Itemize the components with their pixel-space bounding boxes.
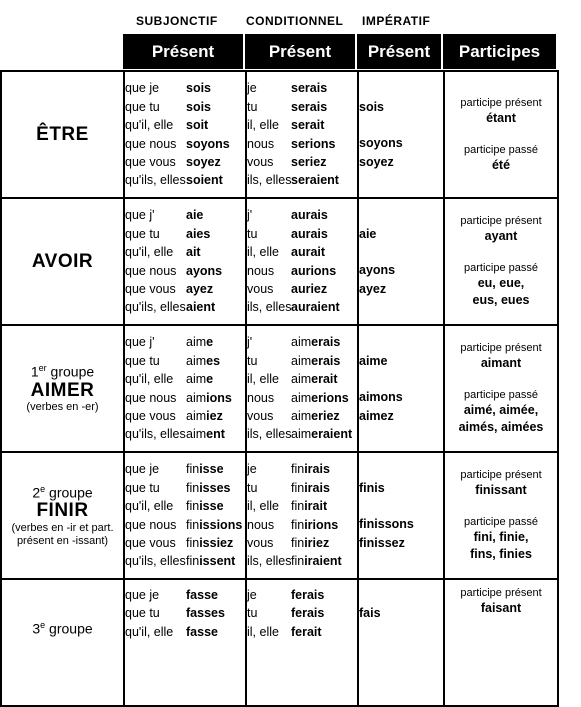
ending: serais <box>291 81 328 96</box>
group-word: groupe <box>45 620 93 637</box>
ending: ent <box>206 427 225 442</box>
subjonctif-cell <box>124 198 246 325</box>
imperatif-form: sois <box>359 99 385 114</box>
pronoun: qu'il, elle <box>125 372 174 387</box>
conjugation-line <box>125 425 245 443</box>
conjugation-line <box>247 153 357 171</box>
pronoun: tu <box>247 353 258 368</box>
verb-name: ÊTRE <box>36 123 89 145</box>
ending: fasse <box>186 624 218 639</box>
pronoun: nous <box>247 263 275 278</box>
pronoun: que je <box>125 81 160 96</box>
stem: aim <box>291 427 312 442</box>
conjugation-line <box>125 389 245 407</box>
conjugation-line <box>247 370 357 388</box>
conjugation-line <box>247 116 357 134</box>
pronoun: nous <box>247 517 275 532</box>
ending: eraient <box>311 427 353 442</box>
imperatif-form: aimez <box>359 408 394 423</box>
imperatif-form: ayez <box>359 281 387 296</box>
ending: fasse <box>186 588 218 602</box>
subjonctif-cell <box>124 325 246 452</box>
conjugation-line <box>247 623 357 641</box>
conjugation-line <box>125 534 245 552</box>
participe-present-label: participe présent <box>460 215 542 227</box>
ending: erait <box>311 372 338 387</box>
imperatif-form: finissons <box>359 517 414 532</box>
spacer <box>445 245 557 261</box>
header-participes: Participes <box>443 34 556 69</box>
spacer <box>359 497 443 515</box>
stem: fin <box>186 499 200 514</box>
group-word: groupe <box>45 484 93 501</box>
conjugation-line <box>247 407 357 425</box>
participe-passe-value: fini, finie, <box>473 530 529 544</box>
group-suffix: e <box>40 483 46 494</box>
header-conditionnel-present: Présent <box>245 34 355 69</box>
ending: issiez <box>199 535 234 550</box>
header-imperatif-present: Présent <box>357 34 441 69</box>
ending: aurais <box>291 226 328 241</box>
conjugation-line <box>247 298 357 316</box>
pronoun: nous <box>247 390 275 405</box>
verb-row <box>1 198 558 325</box>
conjugation-line <box>125 497 245 515</box>
ending: issions <box>199 517 243 532</box>
pronoun: qu'ils, elles <box>125 173 186 188</box>
conjugation-line <box>125 370 245 388</box>
ending: ferait <box>291 624 322 639</box>
conjugation-line <box>125 171 245 189</box>
conjugation-line <box>247 79 357 97</box>
participe-present-value: aimant <box>480 356 522 370</box>
participe-present-value: finissant <box>475 483 527 497</box>
participes-cell <box>444 198 558 325</box>
stem: fin <box>186 554 200 569</box>
group-number: 2 <box>32 484 41 501</box>
stem: fin <box>291 517 305 532</box>
pronoun: ils, elles <box>247 554 292 569</box>
ending: iez <box>206 408 223 423</box>
ending: sois <box>186 99 212 114</box>
conjugation-line <box>247 516 357 534</box>
imperatif-form: soyez <box>359 154 394 169</box>
pronoun: je <box>247 81 257 96</box>
verb-row <box>1 325 558 452</box>
imperatif-form: fais <box>359 606 381 620</box>
ending: iriez <box>304 535 330 550</box>
ending: ions <box>206 390 232 405</box>
conjugation-line <box>247 586 357 604</box>
verb-group <box>2 620 123 637</box>
conjugation-line <box>125 153 245 171</box>
ending: irais <box>304 462 330 477</box>
pronoun: qu'ils, elles <box>125 554 186 569</box>
conjugation-line <box>125 135 245 153</box>
pronoun: que nous <box>125 390 177 405</box>
conjugation-line <box>247 479 357 497</box>
conjugation-line <box>125 225 245 243</box>
conjugation-line <box>125 262 245 280</box>
ending: aient <box>186 300 216 315</box>
imperatif-cell <box>358 325 444 452</box>
ending: seraient <box>291 173 339 188</box>
pronoun: il, elle <box>247 499 279 514</box>
group-suffix: er <box>38 362 47 373</box>
stem: aim <box>291 353 312 368</box>
ending: auraient <box>291 300 340 315</box>
subjonctif-cell <box>124 452 246 579</box>
pronoun: que j' <box>125 208 155 223</box>
pronoun: il, elle <box>247 118 279 133</box>
conjugation-line <box>247 243 357 261</box>
verb-group <box>2 363 123 380</box>
conjugation-line <box>125 333 245 351</box>
conjugation-table <box>0 70 559 707</box>
group-number: 3 <box>32 620 41 637</box>
conjugation-line <box>247 497 357 515</box>
ending: e <box>206 372 214 387</box>
ending: e <box>206 335 214 350</box>
stem: aim <box>291 335 312 350</box>
conjugation-line <box>125 460 245 478</box>
participe-passe-label: participe passé <box>464 143 538 156</box>
pronoun: vous <box>247 535 274 550</box>
conditionnel-cell <box>246 325 358 452</box>
participes-cell <box>444 71 558 198</box>
stem: aim <box>291 390 312 405</box>
verb-note: (verbes en -er) <box>26 401 99 414</box>
participe-passe-label: participe passé <box>464 516 538 528</box>
pronoun: j' <box>247 335 253 350</box>
ending: irait <box>304 499 328 514</box>
participe-passe-value: été <box>491 157 511 172</box>
conjugation-line <box>247 389 357 407</box>
conjugation-line <box>125 206 245 224</box>
ending: erions <box>311 390 349 405</box>
pronoun: que je <box>125 588 160 602</box>
ending: fasses <box>186 606 225 621</box>
subjonctif-cell <box>124 579 246 706</box>
conjugation-line <box>125 623 245 641</box>
conjugation-line <box>125 116 245 134</box>
stem: aim <box>186 390 207 405</box>
pronoun: tu <box>247 99 258 114</box>
conjugation-line <box>247 425 357 443</box>
pronoun: que je <box>125 462 160 477</box>
pronoun: qu'il, elle <box>125 245 174 260</box>
pronoun: vous <box>247 408 274 423</box>
spacer <box>359 116 443 134</box>
ending: irions <box>304 517 339 532</box>
ending: es <box>206 353 221 368</box>
pronoun: que nous <box>125 263 177 278</box>
mood-subjonctif: SUBJONCTIF <box>136 14 218 28</box>
stem: aim <box>186 372 207 387</box>
group-suffix: e <box>40 620 46 630</box>
stem: fin <box>186 462 200 477</box>
imperatif-cell <box>358 452 444 579</box>
verb-name: AVOIR <box>31 250 94 272</box>
pronoun: que vous <box>125 281 176 296</box>
mood-conditionnel: CONDITIONNEL <box>246 14 344 28</box>
pronoun: que tu <box>125 353 160 368</box>
ending: aurait <box>291 245 326 260</box>
ending: issent <box>199 554 236 569</box>
conjugation-line <box>125 586 245 604</box>
imperatif-cell <box>358 198 444 325</box>
ending: irais <box>304 480 330 495</box>
participe-passe-value: aimé, aimée, <box>463 403 539 417</box>
ending: aies <box>186 226 211 241</box>
pronoun: que j' <box>125 335 155 350</box>
participe-present-value: faisant <box>480 601 522 615</box>
participe-present-value: étant <box>486 110 516 125</box>
header-subjonctif-present: Présent <box>123 34 243 69</box>
conjugation-line <box>247 460 357 478</box>
participe-present-label: participe présent <box>460 342 542 354</box>
conjugation-line <box>125 516 245 534</box>
stem: fin <box>291 499 305 514</box>
ending: isses <box>199 480 231 495</box>
conjugation-line <box>247 98 357 116</box>
verb-cell <box>1 325 124 452</box>
group-number: 1 <box>30 363 39 380</box>
pronoun: tu <box>247 480 258 495</box>
pronoun: il, elle <box>247 372 279 387</box>
participe-present-label: participe présent <box>460 469 542 481</box>
conjugation-line <box>125 243 245 261</box>
pronoun: que tu <box>125 99 160 114</box>
verb-cell <box>1 579 124 706</box>
pronoun: qu'ils, elles <box>125 427 186 442</box>
verb-cell <box>1 452 124 579</box>
stem: aim <box>291 408 312 423</box>
participe-passe-value: eu, eue, <box>477 276 525 290</box>
conjugation-line <box>125 407 245 425</box>
ending: serais <box>291 99 328 114</box>
conjugation-line <box>247 262 357 280</box>
stem: fin <box>291 535 305 550</box>
participe-passe-value-plural: fins, finies <box>470 547 532 561</box>
pronoun: qu'il, elle <box>125 118 174 133</box>
subjonctif-cell <box>124 71 246 198</box>
pronoun: que vous <box>125 154 176 169</box>
conjugation-line <box>247 352 357 370</box>
ending: aurions <box>291 263 337 278</box>
stem: fin <box>291 554 305 569</box>
spacer <box>359 243 443 261</box>
pronoun: ils, elles <box>247 300 292 315</box>
imperatif-form: aimons <box>359 390 403 405</box>
pronoun: nous <box>247 136 275 151</box>
ending: isse <box>199 499 224 514</box>
pronoun: vous <box>247 281 274 296</box>
conjugation-line <box>247 225 357 243</box>
participes-cell <box>444 452 558 579</box>
pronoun: que nous <box>125 136 177 151</box>
verb-name: AIMER <box>30 379 95 401</box>
participe-passe-value-plural: aimés, aimées <box>458 420 544 434</box>
stem: fin <box>291 462 305 477</box>
pronoun: tu <box>247 226 258 241</box>
spacer <box>445 372 557 388</box>
verb-cell <box>1 71 124 198</box>
ending: iraient <box>304 554 342 569</box>
ending: aie <box>186 208 204 223</box>
stem: aim <box>186 335 207 350</box>
imperatif-cell <box>358 71 444 198</box>
ending: soyons <box>186 136 230 151</box>
ending: soyez <box>186 154 221 169</box>
spacer <box>445 499 557 515</box>
conjugation-line <box>247 333 357 351</box>
conjugation-line <box>125 280 245 298</box>
ending: serions <box>291 136 336 151</box>
imperatif-form: ayons <box>359 263 396 278</box>
ending: soient <box>186 173 223 188</box>
ending: auriez <box>291 281 328 296</box>
conditionnel-cell <box>246 452 358 579</box>
imperatif-form: aime <box>359 353 388 368</box>
conjugation-line <box>125 298 245 316</box>
pronoun: ils, elles <box>247 173 292 188</box>
ending: ait <box>186 245 201 260</box>
pronoun: que tu <box>125 226 160 241</box>
conditionnel-cell <box>246 71 358 198</box>
verb-group <box>2 484 123 501</box>
participe-passe-value-plural: eus, eues <box>472 293 530 307</box>
pronoun: j' <box>247 208 253 223</box>
conjugation-line <box>247 552 357 570</box>
conjugation-line <box>125 79 245 97</box>
participes-cell <box>444 325 558 452</box>
verb-note: (verbes en -ir et part. présent en -issant) <box>11 522 114 547</box>
conjugation-line <box>247 534 357 552</box>
pronoun: vous <box>247 154 274 169</box>
pronoun: je <box>247 462 257 477</box>
pronoun: tu <box>247 606 258 621</box>
ending: ferais <box>291 606 325 621</box>
conjugation-line <box>247 206 357 224</box>
ending: erais <box>311 335 341 350</box>
participe-present-label: participe présent <box>460 587 542 599</box>
stem: fin <box>186 517 200 532</box>
participe-present-label: participe présent <box>460 96 542 109</box>
imperatif-form: finis <box>359 480 385 495</box>
pronoun: que vous <box>125 408 176 423</box>
spacer <box>445 127 557 143</box>
imperatif-form: soyons <box>359 136 403 151</box>
stem: fin <box>186 480 200 495</box>
stem: fin <box>186 535 200 550</box>
ending: erais <box>311 353 341 368</box>
participe-passe-label: participe passé <box>464 389 538 401</box>
conjugation-line <box>125 552 245 570</box>
imperatif-cell <box>358 579 444 706</box>
verb-row <box>1 71 558 198</box>
conditionnel-cell <box>246 579 358 706</box>
ending: ayez <box>186 281 214 296</box>
spacer <box>359 370 443 388</box>
ending: sois <box>186 81 212 96</box>
stem: fin <box>291 480 305 495</box>
pronoun: je <box>247 588 257 602</box>
ending: soit <box>186 118 209 133</box>
conjugation-line <box>125 604 245 622</box>
ending: ferais <box>291 588 325 602</box>
pronoun: que tu <box>125 480 160 495</box>
pronoun: que nous <box>125 517 177 532</box>
verb-row <box>1 452 558 579</box>
ending: aurais <box>291 208 328 223</box>
conjugation-line <box>247 280 357 298</box>
pronoun: que vous <box>125 535 176 550</box>
conjugation-line <box>247 604 357 622</box>
conjugation-line <box>247 135 357 153</box>
stem: aim <box>186 427 207 442</box>
group-word: groupe <box>46 363 95 380</box>
conditionnel-cell <box>246 198 358 325</box>
imperatif-form: aie <box>359 226 377 241</box>
participe-passe-label: participe passé <box>464 262 538 274</box>
ending: eriez <box>311 408 340 423</box>
participes-cell <box>444 579 558 706</box>
pronoun: il, elle <box>247 624 279 639</box>
stem: aim <box>186 408 207 423</box>
pronoun: qu'il, elle <box>125 624 174 639</box>
verb-name: FINIR <box>36 500 89 522</box>
verb-row <box>1 579 558 706</box>
conjugation-line <box>125 98 245 116</box>
stem: aim <box>291 372 312 387</box>
conjugation-line <box>247 171 357 189</box>
pronoun: que tu <box>125 606 160 621</box>
pronoun: qu'ils, elles <box>125 300 186 315</box>
ending: serait <box>291 118 325 133</box>
ending: isse <box>199 462 224 477</box>
verb-cell <box>1 198 124 325</box>
mood-imperatif: IMPÉRATIF <box>362 14 431 28</box>
pronoun: il, elle <box>247 245 279 260</box>
conjugation-line <box>125 352 245 370</box>
pronoun: qu'il, elle <box>125 499 174 514</box>
ending: seriez <box>291 154 327 169</box>
pronoun: ils, elles <box>247 427 292 442</box>
conjugation-line <box>125 479 245 497</box>
participe-present-value: ayant <box>484 229 518 243</box>
stem: aim <box>186 353 207 368</box>
ending: ayons <box>186 263 223 278</box>
imperatif-form: finissez <box>359 535 405 550</box>
